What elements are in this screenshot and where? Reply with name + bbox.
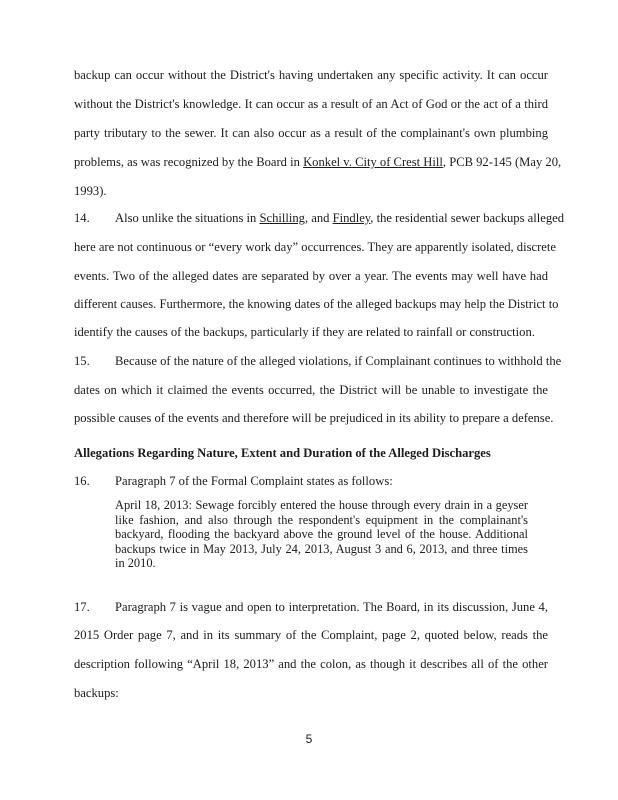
case-citation: Schilling <box>259 211 305 225</box>
block-quote <box>115 498 528 571</box>
paragraph-line: identify the causes of the backups, particularly if they are related to rainfall or construction. <box>74 325 535 339</box>
paragraph-line: party tributary to the sewer. It can also occur as a result of the complainant's own plumbing <box>74 126 548 140</box>
quote-line: in 2010. <box>115 556 156 571</box>
paragraph-line: Paragraph 7 is vague and open to interpretation. The Board, in its discussion, June 4, <box>115 600 548 614</box>
paragraph-line: dates on which it claimed the events occurred, the District will be unable to investigate the <box>74 383 548 397</box>
paragraph-line: 1993). <box>74 184 107 198</box>
quote-line: April 18, 2013: Sewage forcibly entered the house through every drain in a geyser <box>115 498 528 512</box>
paragraph-line: backups: <box>74 686 119 700</box>
paragraph-number: 15. <box>74 354 90 368</box>
quote-line: backups twice in May 2013, July 24, 2013, August 3 and 6, 2013, and three times <box>115 541 528 556</box>
paragraph-line: here are not continuous or “every work day” occurrences. They are apparently isolated, discrete <box>74 240 556 254</box>
page-number: 5 <box>305 732 313 746</box>
paragraph-line: description following “April 18, 2013” and the colon, as though it describes all of the other <box>74 657 548 671</box>
paragraph-line <box>74 154 562 170</box>
quote-line: like fashion, and also through the respondent's equipment in the complainant's <box>115 512 528 527</box>
paragraph-line: 2015 Order page 7, and in its summary of the Complaint, page 2, quoted below, reads the <box>74 628 548 642</box>
section-heading: Allegations Regarding Nature, Extent and Duration of the Alleged Discharges <box>74 446 491 460</box>
paragraph-line: backup can occur without the District's having undertaken any specific activity. It can occur <box>74 68 548 82</box>
text-run: problems, as was recognized by the Board in <box>74 155 304 169</box>
paragraph-line: without the District's knowledge. It can occur as a result of an Act of God or the act of a third <box>74 97 548 111</box>
case-citation: Konkel v. City of Crest Hill <box>303 155 443 169</box>
paragraph-line: events. Two of the alleged dates are separated by over a year. The events may well have had <box>74 269 548 283</box>
quote-line: backyard, flooding the backyard above the ground level of the house. Additional <box>115 527 528 542</box>
paragraph-number: 16. <box>74 474 90 488</box>
paragraph-line: different causes. Furthermore, the knowing dates of the alleged backups may help the District to <box>74 297 559 311</box>
paragraph-line: Paragraph 7 of the Formal Complaint states as follows: <box>115 474 393 488</box>
paragraph-number: 17. <box>74 600 90 614</box>
case-citation: Findley <box>332 211 371 225</box>
text-run: , the residential sewer backups alleged <box>370 211 565 225</box>
paragraph-line: possible causes of the events and therefore will be prejudiced in its ability to prepare a defense. <box>74 411 554 425</box>
paragraph-line <box>115 210 565 226</box>
paragraph-line: Because of the nature of the alleged violations, if Complainant continues to withhold the <box>115 354 562 368</box>
text-run: , PCB 92-145 (May 20, <box>442 155 562 169</box>
paragraph-number: 14. <box>74 211 90 225</box>
text-run: , and <box>304 211 333 225</box>
text-run: Also unlike the situations in <box>115 211 260 225</box>
